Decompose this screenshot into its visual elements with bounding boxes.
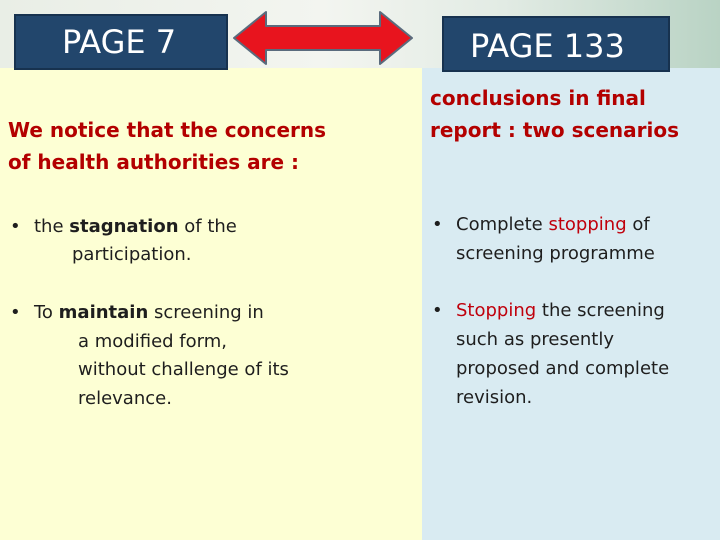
bullet-continuation: proposed and complete: [456, 358, 670, 379]
emphasis-text: maintain: [58, 302, 149, 323]
bullet-continuation: relevance.: [78, 387, 172, 409]
double-headed-arrow-icon: [232, 10, 414, 66]
bullet-first-line: Stopping the screening: [456, 300, 665, 321]
emphasis-text: stopping: [548, 214, 627, 235]
page-133-label-box: [442, 16, 670, 72]
bullet-dot: •: [432, 300, 443, 321]
bullet-first-line: To maintain screening in: [34, 302, 264, 323]
page-7-label-box: [14, 14, 228, 70]
bullet-continuation: a modified form,: [78, 330, 227, 352]
bullet-continuation: participation.: [72, 244, 192, 265]
bullet-dot: •: [10, 216, 21, 237]
bullet-first-line: Complete stopping of: [456, 214, 650, 235]
page-7-label: PAGE 7: [62, 23, 177, 61]
page-133-label: PAGE 133: [470, 27, 625, 65]
bullet-continuation: screening programme: [456, 243, 655, 264]
bullet-continuation: revision.: [456, 387, 533, 408]
left-heading: [8, 114, 388, 178]
right-heading-line-2: report : two scenarios: [430, 118, 679, 142]
left-heading-line-2: of health authorities are :: [8, 150, 300, 174]
emphasis-text: stagnation: [69, 216, 179, 237]
left-heading-line-1: We notice that the concerns: [8, 118, 327, 142]
bullet-continuation: without challenge of its: [78, 359, 289, 380]
bullet-dot: •: [432, 214, 443, 235]
bullet-continuation: such as presently: [456, 329, 615, 350]
right-heading: [430, 82, 710, 146]
bullet-dot: •: [10, 302, 21, 323]
emphasis-text: Stopping: [456, 300, 537, 321]
right-heading-line-1: conclusions in final: [430, 86, 646, 110]
bullet-first-line: the stagnation of the: [34, 216, 237, 237]
